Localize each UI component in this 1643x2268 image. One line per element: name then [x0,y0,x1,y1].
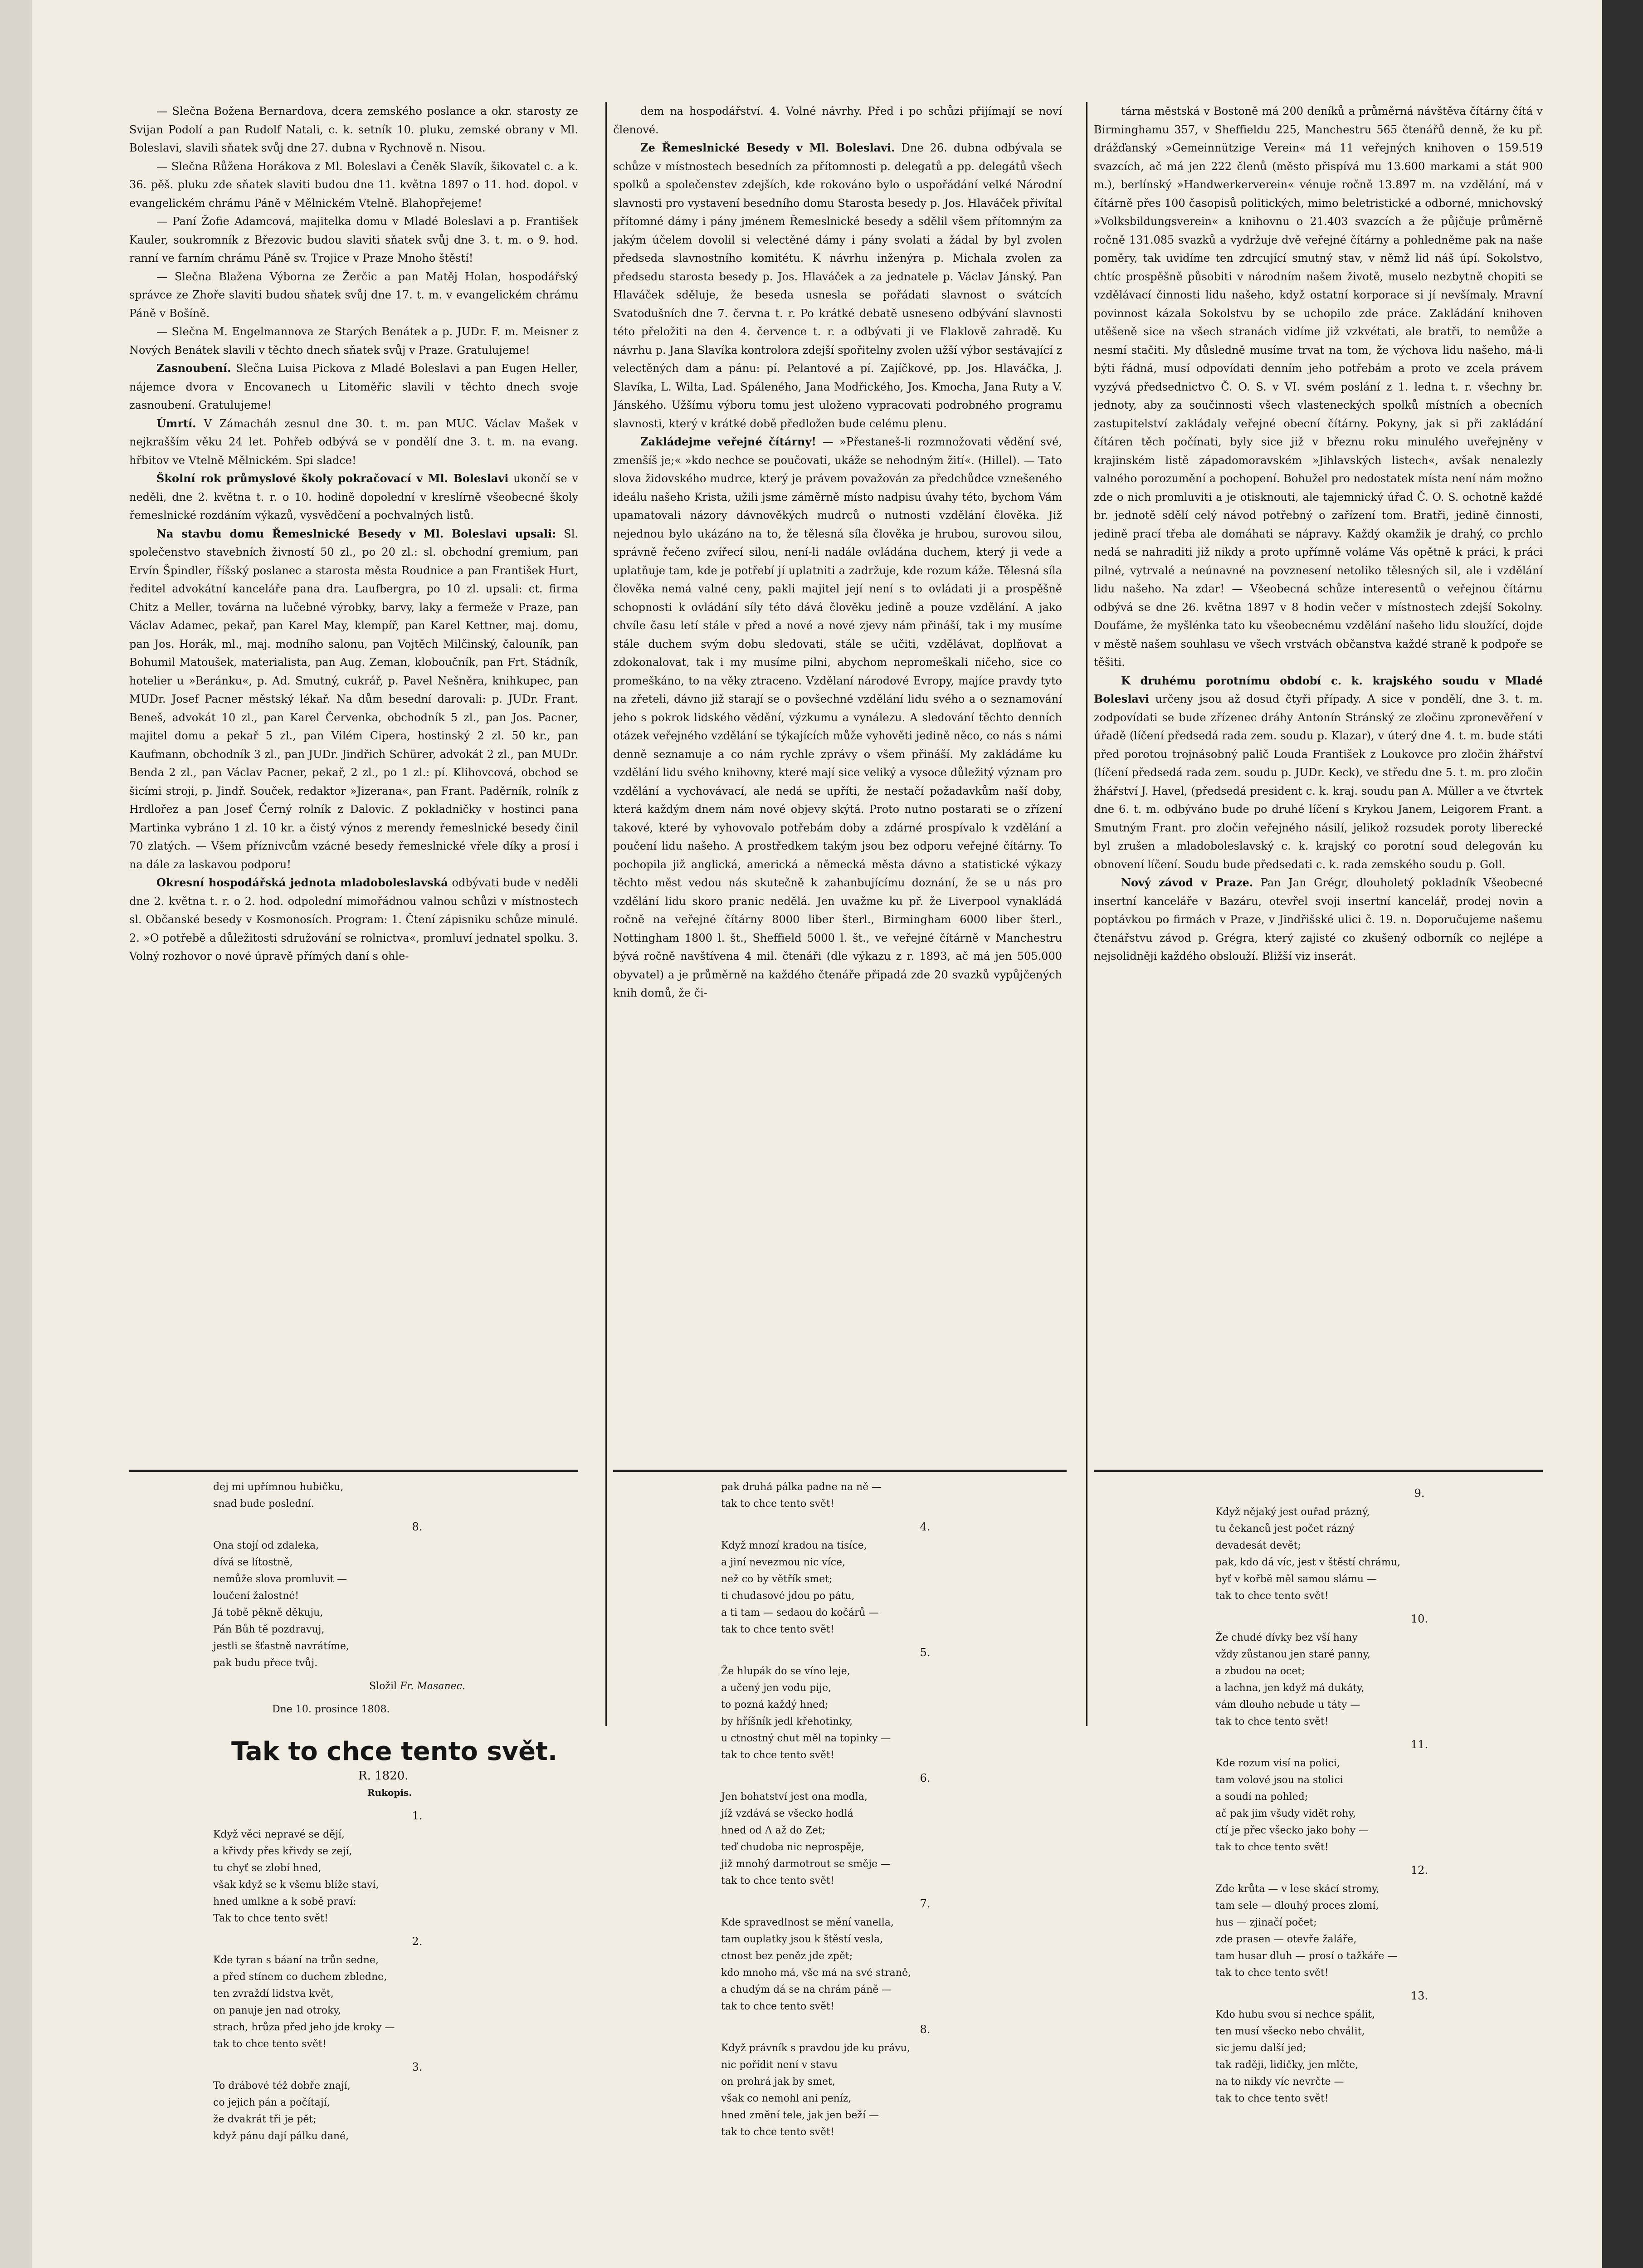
article-paragraph [1094,102,1543,672]
poem-line: již mnohý darmotrout se směje — [721,1858,891,1870]
feuilleton-rule [129,1470,578,1472]
article-paragraph [129,268,578,323]
poem-line: a jiní nevezmou nic více, [721,1557,845,1568]
article-text: — Paní Žofie Adamcová, majitelka domu v Mladé Boleslavi a p. František Kauler, soukromník z Březovic budou slaviti sňatek svůj dne 3. t. m. o 9. hod. ranní ve farním chrámu Páně sv. Trojice v Praze Mnoho štěstí! [129,215,578,264]
poem-line: Když věci nepravé se dějí, [213,1829,345,1840]
article-text: Dne 26. dubna odbývala se schůze v místnostech besedních za přítomnosti p. delegatů a pp. delegátů všech spolků a společenstev zdejších, kde rokováno bylo o uspořádání velké Národní slavnosti pro vystavení besedního domu Starosta besedy p. Jos. Hlaváček přivítal přítomné dámy i pány jménem Řemeslnické besedy a sdělil všem přítomným za jakým účelem dovolil si velectěné dámy i pány svolati a žádal by byl zvolen předseda slavnostního komitétu. K návrhu inženýra p. Michala zvolen za předsedu starosta besedy p. Jos. Hlaváček a za jednatele p. Václav Jánský. Pan Hlaváček sděluje, že beseda usnesla se pořádati slavnost o svátcích Svatodušních dne 7. června t. r. Po krátké debatě usneseno odbývání slavnosti této přeložiti na den 4. července t. r. a odbývati ji ve Flaklově zahradě. Ku návrhu p. Jana Slavíka kontrolora zdejší spořitelny zvolen užší výbor sestávající z velectěných dam a pánu: pí. Pelantové a pí. Zajíčkové, pp. Jos. Hlaváčka, J. Slavíka, L. Wilta, Lad. Spáleného, Jana Modřického, Jos. Kmocha, Jana Ruty a V. Jánského. Užšímu výboru tomu jest uloženo vypracovati podrobného programu slavnosti, který v krátké době předložen bude celému plenu. [613,142,1062,430]
poem-line: Jen bohatství jest ona modla, [721,1791,868,1803]
poem-line: to pozná každý hned; [721,1699,829,1711]
poem-line: Když právník s pravdou jde ku právu, [721,2043,910,2054]
poem-signature: Složil Fr. Masanec. [369,1681,465,1692]
stanza-number: 4. [920,1520,931,1533]
poem-line: na to nikdy víc nevrčte — [1215,2076,1344,2087]
poem-line: však když se k všemu blíže staví, [213,1879,379,1891]
poem-line: a před stínem co duchem zbledne, [213,1971,387,1983]
poem-line: tak raději, lidičky, jen mlčte, [1215,2059,1359,2071]
poem-line: jíž vzdává se všecko hodlá [721,1808,853,1819]
stanza-number: 6. [920,1772,931,1784]
article-paragraph [1094,874,1543,966]
poem-line: tam husar dluh — prosí o tažkáře — [1215,1950,1398,1962]
article-text: Pan Jan Grégr, dlouholetý pokladník Všeobecné insertní kanceláře v Bazáru, otevřel svoji insertní kancelář, prodej novin a poptávkou po firmách v Praze, v Jindřišské ulici č. 19. n. Doporučujeme našemu čtenářstvu závod p. Grégra, který zajisté co zkušený odborník co nejlépe a nejsolidněji každého obslouží. Bližší viz inserát. [1094,876,1543,963]
article-text: V Zámacháh zesnul dne 30. t. m. pan MUC. Václav Mašek v nejkrašším věku 24 let. Pohřeb odbývá se v pondělí dne 3. t. m. na evang. hřbitov ve Vtelně Mělnickém. Spi sladce! [129,417,578,467]
stanza-number: 1. [412,1809,423,1822]
article-paragraph [129,323,578,359]
poem-line: tak to chce tento svět! [1215,1590,1329,1602]
poem-date: Dne 10. prosince 1808. [272,1704,390,1715]
poem-stanzas [213,1808,621,2145]
poem-line: co jejich pán a počítají, [213,2097,330,2108]
poem-line: tam ouplatky jsou k štěstí vesla, [721,1934,883,1945]
poem-line: nemůže slova promluvit — [213,1574,347,1585]
article-heading: Okresní hospodářská jednota mladoboleslavská [156,876,448,889]
article-heading: Úmrtí. [156,416,196,430]
article-heading: Ze Řemeslnické Besedy v Ml. Boleslavi. [640,141,895,154]
article-paragraph [613,433,1062,1002]
article-paragraph [129,359,578,415]
article-paragraph [129,469,578,525]
poem-line: by hříšník jedl křehotinky, [721,1716,853,1727]
poem-line: devadesát devět; [1215,1540,1301,1551]
poem-line: a zbudou na ocet; [1215,1666,1305,1677]
poem-line: tu chyť se zlobí hned, [213,1862,322,1874]
poem-line: a učený jen vodu pije, [721,1682,832,1694]
poem-column-2 [721,1479,1129,2141]
poem-line: nic pořídit není v stavu [721,2059,838,2071]
poem-line: tam sele — dlouhý proces zlomí, [1215,1900,1379,1911]
article-text: — »Přestaneš-li rozmnožovati vědění své, zmenšíš je;« »kdo nechce se poučovati, ukáže se nehodným žití«. (Hillel). — Tato slova židovského mudrce, který je právem považován za předchůdce vznešeného ideálu našeho Krista, užili jsme záměrně místo nadpisu úvahy této, bychom Vám upamatovali názory dávnověkých mudrců o nutnosti vzdělání člověka. Již nejednou bylo ukázáno na to, že tělesná síla člověka je hrubou, surovou silou, správně řečeno zvířecí silou, není-li nadále ovládána duchem, který ji vede a uplatňuje tam, kde je potřebí jí uplatniti a zadržuje, kde rozum káže. Tělesná síla člověka nemá valné ceny, pakli majitel její není s to ovládati ji a prospěšně schopnosti k ovládání síly této dává člověku jedině a pouze vzdělání. A jako chvíle času letí stále v před a nové a nové zjevy nám přináší, tak i my musíme stále duchem svým dobu sledovati, stále se učiti, vzdělávat, doplňovat a zdokonalovat, tak i my musíme pilni, abychom nepromeškali ničeho, sice co promeškáno, to na věky ztraceno. Vzdělaní národové Evropy, majíce pravdy tyto na zřeteli, dávno již starají se o povšechné vzdělání lidu svého a o seznamování jeho s pokrok lidského vědění, výzkumu a vynálezu. A sledování těchto denních otázek veřejného vzdělání se týkajících může vyhověti jedině něco, co nás s námi denně seznamuje a co nám rychle zprávy o všem přináší. My zakládáme ku vzdělání lidu svého knihovny, které mají sice veliký a vysoce důležitý význam pro vzdělání a vychovávací, ale nedá se upříti, že nestačí požadavkům naší doby, která každým dnem nám nové objevy skýtá. Proto nutno postarati se o zřízení takové, které by vyhovovalo potřebám doby a zdárné prospívalo k vzdělání a poučení lidu našeho. A prostředkem takým jsou bez odporu veřejné čítárny. To pochopila již anglická, americká a německá města dávno a statistické výkazy těchto měst vedou nás skutečně k zahanbujícímu doznání, že se u nás pro vzdělání lidu skoro pranic nedělá. Jen uvažme ku př. že Liverpool vynakládá ročně na veřejné čítárny 8000 liber šterl., Birmingham 6000 liber šterl., Nottingham 1800 l. št., Sheffield 5000 l. št., ve veřejné čítárně v Manchestru bývá ročně navštívena 4 mil. čtenáři (dle výkazu z r. 1893, ač má jen 505.000 obyvatel) a je průměrně na každého čtenáře připadá zde 20 svazků vypůjčených knih domů, že či- [613,435,1062,999]
poem-line: tak to chce tento svět! [721,1875,834,1887]
poem-line: Kde rozum visí na polici, [1215,1758,1340,1769]
poem-line: Že hlupák do se víno leje, [721,1666,850,1677]
poem-line: ti chudasové jdou po pátu, [721,1590,855,1602]
poem-line: kdo mnoho má, vše má na své straně, [721,1967,911,1979]
article-heading: Zakládejme veřejné čítárny! [640,435,816,448]
poem-line: hned umlkne a k sobě praví: [213,1896,356,1907]
poem-line: tak to chce tento svět! [1215,1842,1329,1853]
poem-line: ctí je přec všecko jako bohy — [1215,1825,1369,1836]
poem-line: ten zvraždí lidstva květ, [213,1988,334,1999]
article-paragraph [129,102,578,157]
article-text: určeny jsou až dosud čtyři případy. A sice v pondělí, dne 3. t. m. zodpovídati se bude zřízenec dráhy Antonín Stránský ze zločinu zpronevěření v úřadě (líčení předsedá rada zem. soudu p. Klazar), v úterý dne 4. t. m. bude státi před porotou trojnásobný palič Louda František z Loukovce pro zločin žhářství (líčení předsedá rada zem. soudu p. JUDr. Keck), ve středu dne 5. t. m. pro zločin žhářství J. Havel, (předsedá president c. k. kraj. soudu pan A. Müller a ve čtvrtek dne 6. t. m. odbýváno bude po druhé líčení s Krykou Janem, Leigorem Frant. a Smutným Frant. pro zločin veřejného násilí, jelikož rozsudek poroty liberecké byl zrušen a mladoboleslavský c. k. krajský co porotní soud delegován ku obnovení líčení. Soudu bude předsedati c. k. rada zemského soudu p. Goll. [1094,693,1543,871]
stanza-number: 8. [920,2023,931,2036]
poem-line: tak to chce tento svět! [1215,1716,1329,1727]
text-column-2 [613,102,1062,1458]
poem-line: Když nějaký jest ouřad prázný, [1215,1506,1370,1518]
poem-line: Kde tyran s báaní na trůn sedne, [213,1955,379,1966]
poem-line: hned od A až do Zet; [721,1825,826,1836]
poem-line: pak, kdo dá víc, jest v štěstí chrámu, [1215,1557,1400,1568]
poem-source: Rukopis. [367,1787,412,1798]
article-heading: Školní rok průmyslové školy pokračovací v Ml. Boleslavi [156,472,509,485]
stanza-number: 3. [412,2061,423,2073]
article-paragraph [129,874,578,966]
poem-line: byť v kořbě měl samou slámu — [1215,1574,1377,1585]
article-paragraph [129,157,578,213]
poem-title: Tak to chce tento svět. [231,1737,558,1766]
poem-line: jestli se šťastně navrátíme, [213,1641,349,1652]
poem-line: strach, hrůza před jeho jde kroky — [213,2022,395,2033]
poem-line: loučení žalostné! [213,1590,299,1602]
stanza-number: 12. [1410,1864,1428,1877]
poem-line: a křivdy přes křivdy se zejí, [213,1846,352,1857]
stanza-number: 2. [412,1935,423,1948]
poem-line: Kde spravedlnost se mění vanella, [721,1917,894,1928]
poem-line: dej mi upřímnou hubičku, [213,1481,344,1493]
poem-line: a chudým dá se na chrám páně — [721,1984,892,1995]
article-heading: Na stavbu domu Řemeslnické Besedy v Ml. Boleslavi upsali: [156,527,556,540]
article-paragraph [613,102,1062,139]
poem-line: tam volové jsou na stolici [1215,1774,1343,1786]
poem-line: hned změní tele, jak jen beží — [721,2110,879,2121]
stanza-number: 9. [1414,1487,1425,1500]
poem-line: u ctnostný chut měl na topinky — [721,1733,891,1744]
poem-line: Pán Bůh tě pozdravuj, [213,1624,325,1635]
poem-line: pak druhá pálka padne na ně — [721,1481,882,1493]
poem-line: když pánu dají pálku dané, [213,2131,349,2142]
poem-line: zde prasen — otevře žaláře, [1215,1934,1357,1945]
text-column-3 [1094,102,1543,1458]
poem-line: hus — zjinačí počet; [1215,1917,1317,1928]
feuilleton-rule [613,1470,1067,1472]
article-paragraph [129,415,578,470]
poem-line: ctnost bez peněz jde zpět; [721,1950,853,1962]
article-paragraph [129,212,578,268]
poem-line: Ona stojí od zdaleka, [213,1540,319,1551]
poem-line: on panuje jen nad otroky, [213,2005,341,2016]
poem-line: tak to chce tento svět! [1215,1967,1329,1979]
poem-line: vám dlouho nebude u táty — [1215,1699,1360,1711]
poem-line: dívá se lítostně, [213,1557,293,1568]
stanza-number: 13. [1410,1989,1428,2002]
poem-line: Že chudé dívky bez vší hany [1215,1632,1358,1643]
poem-line: tak to chce tento svět! [213,2038,327,2050]
poem-line: že dvakrát tři je pět; [213,2114,317,2125]
poem-year: R. 1820. [358,1769,409,1783]
poem-line: tak to chce tento svět! [721,1498,834,1510]
article-text: — Slečna Božena Bernardova, dcera zemského poslance a okr. starosty ze Svijan Podolí a pan Rudolf Natali, c. k. setník 10. pluku, zemské obrany v Ml. Boleslavi, slavili sňatek svůj dne 27. dubna v Rychnově n. Nisou. [129,105,578,154]
feuilleton-rule [1094,1470,1543,1472]
poem-line: Tak to chce tento svět! [213,1913,328,1924]
article-text: tárna městská v Bostoně má 200 deníků a průměrná návštěva čítárny čítá v Birminghamu 357, v Sheffieldu 225, Manchestru 565 čtenářů denně, že ku př. drážďanský »Gemeinnützige Verein« má 11 veřejných knihoven o 159.519 svazcích, ač má jen 222 členů (město přispívá mu 13.600 markami a stát 900 m.), berlínský »Handwerkerverein« vénuje ročně 13.897 m. na vzdělání, má v čítárně přes 100 časopisů politických, mimo beletristické a odborné, mnichovský »Volksbildungsverein« a knihovnu o 21.403 svazcích a že půjčuje průměrně ročně 131.085 svazků a vydržuje dvě veřejné čítárny a pohledněme pak na naše poměry, tak uvidíme ten zdrcující smutný stav, v němž lid náš úpí. Sokolstvo, chtíc prospěšně působiti v národním našem životě, muselo nezbytně chopiti se vzdělávací činnosti lidu našeho, když ostatní korporace si jí nevšímaly. Mravní povinnost kázala Sokolstvu by se uchopilo zde práce. Zakládání knihoven utěšeně sice na všech stranách vidíme již vzkvétati, ale bratři, to nemůže a nesmí stačiti. My důsledně musíme trvat na tom, že výchova lidu našeho, má-li býti řádná, musí odpovídati denním jeho potřebám a proto ve zcela právem vyzývá předsednictvo Č. O. S. v VI. svém poslání z 1. ledna t. r. všechny br. jednoty, aby za součinnosti všech vlasteneckých spolků místních a obecních zastupitelství zakládaly veřejné obecní čítárny. Pokyny, jak si při zakládání čítáren těch počínati, byly sice již v březnu roku minulého uveřejněny v krajinském listě západomoravském »Jihlavských listech«, avšak nenalezly valného porozumění a pochopení. Bohužel pro nedostatek místa není nám možno zde o nich promluviti a je otisknouti, ale tajemnický úřad Č. O. S. ochotně každé br. jednotě sdělí celý návod potřebný o zařízení tom. Bratři, jedině činnosti, jedině prací třeba ale domáhati se nápravy. Každý okamžik je drahý, co prchlo nedá se nahraditi již nikdy a proto upřímně voláme Vás opětně k práci, k práci pilné, vytrvalé a neúnavné na povznesení netoliko tělesných sil, ale i vzdělání lidu našeho. Na zdar! — Všeobecná schůze interesentů o veřejnou čítárnu odbývá se dne 26. května 1897 v 8 hodin večer v místnostech zdejší Sokolny. Doufáme, že myšlénka tato ku všeobecnému vzdělání našeho lidu sloužící, dojde v městě našem souhlasu ve všech vrstvách občanstva každé straně k podpoře se těšiti. [1094,105,1543,669]
poem-line: Zde krůta — v lese skácí stromy, [1215,1883,1380,1895]
poem-line: však co nemohl ani peníz, [721,2093,852,2104]
poem-line: Kdo hubu svou si nechce spálit, [1215,2009,1375,2020]
poem-line: tak to chce tento svět! [721,2001,834,2012]
poem-line: tak to chce tento svět! [721,2126,834,2138]
article-text: — Slečna Blažena Výborna ze Žerčic a pan Matěj Holan, hospodářský správce ze Zhoře slaviti budou sňatek svůj dne 17. t. m. v evangelickém chrámu Páně v Bošíně. [129,270,578,320]
article-paragraph [613,139,1062,433]
page-left-edge [0,0,32,2268]
article-text: dem na hospodářství. 4. Volné návrhy. Před i po schůzi přijímají se noví členové. [613,105,1062,136]
article-heading: Zasnoubení. [156,362,231,375]
poem-line: To drábové též dobře znají, [213,2080,351,2092]
poem-column-3 [1215,1479,1623,2107]
poem-line: tak to chce tento svět! [721,1750,834,1761]
article-text: — Slečna Růžena Horákova z Ml. Boleslavi a Čeněk Slavík, šikovatel c. a k. 36. pěš. pluku zde sňatek slaviti budou dne 11. května 1897 o 11. hod. dopol. v evangelickém chrámu Páně v Mělnickém Vtelně. Blahopřejeme! [129,160,578,210]
stanza-number: 7. [920,1897,931,1910]
article-paragraph [1094,672,1543,874]
text-column-1 [129,102,578,1458]
article-paragraph [129,525,578,874]
poem-line: teď chudoba nic neprospěje, [721,1842,864,1853]
article-heading: K druhému porotnímu období c. k. krajského soudu v Mladé Boleslavi [1094,674,1543,705]
poem-line: vždy zůstanou jen staré panny, [1215,1649,1370,1660]
poem-line: tak to chce tento svět! [1215,2093,1329,2104]
poem-line: Když mnozí kradou na tisíce, [721,1540,867,1551]
poem-column-1 [213,1479,621,2145]
poem-line: tak to chce tento svět! [721,1624,834,1635]
poem-line: tu čekanců jest počet rázný [1215,1523,1355,1535]
article-text: — Slečna M. Engelmannova ze Starých Benátek a p. JUDr. F. m. Meisner z Nových Benátek slavili v těchto dnech sňatek svůj v Praze. Gratulujeme! [129,325,578,357]
poem-line: a lachna, jen když má dukáty, [1215,1682,1365,1694]
article-heading: Nový závod v Praze. [1121,876,1253,889]
poem-stanzas [721,1479,1129,2141]
poem-line: on prohrá jak by smet, [721,2076,835,2087]
poem-line: snad bude poslední. [213,1498,314,1510]
stanza-number: 11. [1410,1738,1428,1751]
poem-line: než co by větřík smet; [721,1574,833,1585]
poem-line: pak budu přece tvůj. [213,1657,318,1669]
poem-line: ač pak jim všudy vidět rohy, [1215,1808,1356,1819]
poem-line: sic jemu další jed; [1215,2043,1307,2054]
stanza-number: 5. [920,1646,931,1659]
article-text: Slečna Luisa Pickova z Mladé Boleslavi a pan Eugen Heller, nájemce dvora v Encovanech u Litoměřic slavili v těchto dnech svoje zasnoubení. Gratulujeme! [129,362,578,411]
author-name: Fr. Masanec. [400,1681,465,1692]
poem-line: ten musí všecko nebo chválit, [1215,2026,1365,2037]
stanza-number: 8. [412,1520,423,1533]
stanza-number: 10. [1410,1613,1428,1625]
article-text: ukončí se v neděli, dne 2. května t. r. o 10. hodině dopolední v kreslírně všeobecné školy řemeslnické rozdáním výkazů, vysvědčení a pochvalných listů. [129,472,578,522]
poem-stanzas [1215,1485,1623,2107]
article-text: odbývati bude v neděli dne 2. května t. r. o 2. hod. odpolední mimořádnou valnou schůzi v místnostech sl. Občanské besedy v Kosmonosích. Program: 1. Čtení zápisniku schůze minulé. 2. »O potřebě a důležitosti sdružování se rolnictva«, promluví jednatel spolku. 3. Volný rozhovor o nové úpravě přímých daní s ohle- [129,876,578,963]
poem-line: a soudí na pohled; [1215,1791,1308,1803]
article-text: Sl. společenstvo stavebních živností 50 zl., po 20 zl.: sl. obchodní gremium, pan Ervín Špindler, říšský poslanec a starosta města Roudnice a pan František Hurt, ředitel advokátní kanceláře pana dra. Laufbergra, po 10 zl. upsali: ct. firma Chitz a Meller, továrna na lučebné výrobky, barvy, laky a fermeže v Praze, pan Václav Adamec, pekař, pan Karel May, klempíř, pan Karel Kettner, maj. domu, pan Jos. Horák, ml., maj. modního salonu, pan Vojtěch Milčinský, čalouník, pan Bohumil Matoušek, materialista, pan Aug. Zeman, kloboučník, pan Frt. Stádník, hotelier u »Beránku«, p. Ad. Smutný, cukrář, p. Pavel Nešněra, knihkupec, pan MUDr. Josef Pacner městský lékař. Na dům besední darovali: p. JUDr. Frant. Beneš, advokát 10 zl., pan Karel Červenka, obchodník 5 zl., pan Jos. Pacner, majitel domu a pekař 5 zl., pan Vilém Cipera, hostinský 2 zl. 50 kr., pan Kaufmann, obchodník 3 zl., pan JUDr. Jindřich Schürer, advokát 2 zl., pan MUDr. Benda 2 zl., pan Václav Pacner, pekař, 2 zl., po 1 zl.: pí. Klihovcová, obchod se šicími stroji, p. Jindř. Souček, redaktor »Jizerana«, pan Frant. Paděrník, rolník z Hrdlořez a pan Josef Černý rolník z Dalovic. Z pokladničky v hostinci pana Martinka vybráno 1 zl. 10 kr. a čistý výnos z merendy řemeslnické besedy činil 70 zlatých. — Všem příznivcům vzácné besedy řemeslnické vřele díky a prosí i na dále za laskavou podporu! [129,527,578,871]
poem-line: a ti tam — sedaou do kočárů — [721,1607,879,1618]
poem-line: Já tobě pěkně děkuju, [213,1607,323,1618]
